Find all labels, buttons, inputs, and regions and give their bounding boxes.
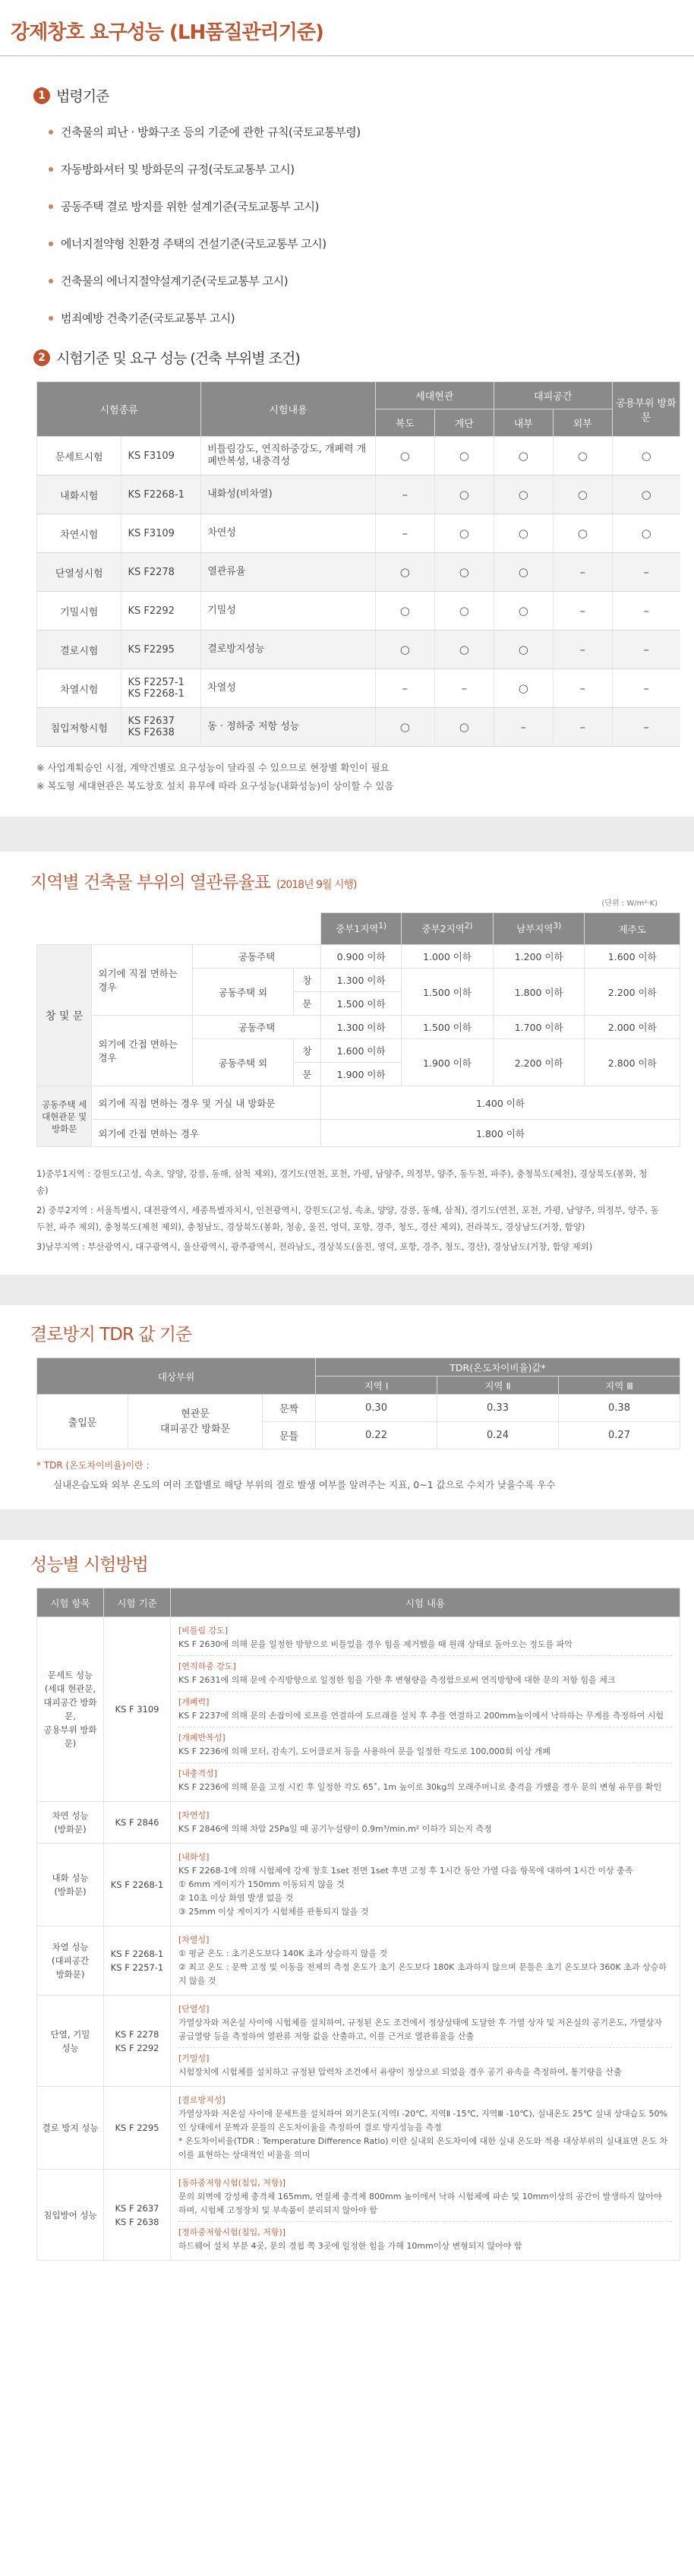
indirect-nonapt-label: 공동주택 외 bbox=[193, 1039, 294, 1086]
note: 3)남부지역 : 부산광역시, 대구광역시, 울산광역시, 광주광역시, 전라남도, 경상북도(울진, 영덕, 포항, 경주, 청도, 경산), 경상남도(거창, 함양 제외) bbox=[36, 1241, 593, 1252]
table-cell: 침입저항시험 bbox=[37, 708, 121, 747]
header-stair: 계단 bbox=[434, 409, 494, 437]
table-row bbox=[37, 553, 680, 592]
table-cell: 단열성시험 bbox=[37, 553, 121, 592]
method-tag: [개폐력] bbox=[178, 1697, 210, 1707]
table-cell: ○ bbox=[494, 476, 553, 514]
tdr-note: 실내온습도와 외부 온도의 여러 조합별로 해당 부위의 결로 발생 여부를 알려주는 지표, 0~1 값으로 수치가 낮을수록 우수 bbox=[53, 1479, 556, 1490]
header-tdr: TDR(온도차이비율)값* bbox=[316, 1358, 680, 1377]
table-row bbox=[37, 2087, 680, 2170]
law-list bbox=[49, 124, 694, 326]
table-cell: ○ bbox=[434, 592, 494, 631]
method-tag: [결로방지성] bbox=[178, 2095, 226, 2105]
table-cell: 열관류율 bbox=[201, 553, 376, 592]
cell: 0.900 이하 bbox=[321, 945, 402, 969]
header-inside: 내부 bbox=[494, 409, 553, 437]
thermal-heading bbox=[30, 868, 694, 893]
g2-indirect-label: 외기에 간접 면하는 경우 bbox=[92, 1120, 321, 1147]
section-number-badge: 2 bbox=[33, 349, 50, 366]
page-title: 강제창호 요구성능 (LH품질관리기준) bbox=[11, 21, 323, 44]
bullet-icon bbox=[49, 130, 53, 134]
cell: 1.300 이하 bbox=[321, 969, 402, 992]
table-cell: – bbox=[375, 669, 434, 708]
method-block bbox=[178, 1656, 672, 1692]
door-label: 문 bbox=[293, 992, 320, 1016]
cell: 0.38 bbox=[559, 1395, 680, 1422]
cell: 1.500 이하 bbox=[321, 992, 402, 1016]
header-outside: 외부 bbox=[553, 409, 612, 437]
method-content bbox=[171, 1617, 680, 1802]
group-unit-fire-door: 공동주택 세대현관문 및 방화문 bbox=[37, 1086, 92, 1147]
method-block bbox=[178, 2173, 672, 2222]
table-cell: 내화성(비차열) bbox=[201, 476, 376, 514]
header-test-content: 시험내용 bbox=[201, 382, 376, 437]
cell: 1.800 이하 bbox=[321, 1120, 680, 1147]
table-cell: – bbox=[494, 708, 553, 747]
method-block bbox=[178, 1805, 672, 1840]
list-item: 자동방화셔터 및 방화문의 규정(국토교통부 고시) bbox=[49, 161, 694, 177]
table-cell: 문세트시험 bbox=[37, 437, 121, 476]
tdr-note-title: * TDR (온도차이비율)이란 : bbox=[36, 1460, 150, 1471]
list-item: 공동주택 결로 방지를 위한 설계기준(국토교통부 고시) bbox=[49, 198, 694, 214]
bullet-icon bbox=[49, 242, 53, 246]
table-cell: KS F2278 bbox=[121, 553, 201, 592]
table-cell: KS F2637 KS F2638 bbox=[121, 708, 201, 747]
method-content bbox=[171, 1844, 680, 1926]
method-item: 문세트 성능 (세대 현관문, 대피공간 방화문, 공용부위 방화문) bbox=[37, 1617, 104, 1802]
cell: 1.500 이하 bbox=[402, 969, 494, 1016]
section-2-heading bbox=[33, 347, 694, 368]
table-cell: KS F2295 bbox=[121, 631, 201, 669]
method-text: KS F 2631에 의해 문에 수직방향으로 일정한 힘을 가한 후 변형량을 측정함으로써 연직방향에 대한 문의 저항 힘을 체크 bbox=[178, 1675, 616, 1685]
section-divider bbox=[0, 1509, 694, 1540]
indirect-apt-label: 공동주택 bbox=[193, 1016, 321, 1039]
method-block bbox=[178, 1763, 672, 1798]
method-block bbox=[178, 1727, 672, 1763]
table-cell: 내화시험 bbox=[37, 476, 121, 514]
table-cell: ○ bbox=[375, 553, 434, 592]
cell: 1.600 이하 bbox=[321, 1039, 402, 1063]
thermal-subtitle: (2018년 9월 시행) bbox=[276, 879, 357, 891]
table-cell: – bbox=[553, 669, 612, 708]
window-label: 창 bbox=[293, 969, 320, 992]
cell: 1.800 이하 bbox=[493, 969, 585, 1016]
header-unit-door: 세대현관 bbox=[375, 382, 494, 409]
method-standard: KS F 3109 bbox=[104, 1617, 171, 1802]
note: ※ 사업계획승인 시점, 계약건별로 요구성능이 달라질 수 있으므로 현장별 확인이 필요 bbox=[36, 762, 390, 773]
table-cell: ○ bbox=[494, 669, 553, 708]
table-cell: ○ bbox=[434, 708, 494, 747]
cell: 0.30 bbox=[316, 1395, 437, 1422]
row-label-entry-door: 출입문 bbox=[37, 1395, 128, 1449]
cell: 1.500 이하 bbox=[402, 1016, 494, 1039]
direct-apt-label: 공동주택 bbox=[193, 945, 321, 969]
table-cell: – bbox=[375, 514, 434, 553]
section-1-heading bbox=[33, 85, 694, 106]
window-label: 창 bbox=[293, 1039, 320, 1063]
table-cell: – bbox=[612, 553, 680, 592]
method-block bbox=[178, 2222, 672, 2257]
cell: 0.24 bbox=[437, 1422, 559, 1449]
method-block bbox=[178, 1999, 672, 2048]
method-tag: [단열성] bbox=[178, 2004, 210, 2014]
table-cell: ○ bbox=[434, 514, 494, 553]
method-text: 문의 외벽에 강성체 충격체 165mm, 연질체 충격체 800mm 높이에서 낙하 시험체에 파손 및 10mm이상의 공간이 발생하지 않아야 하며, 시험체 고정장치 및 부속품이 분리되지 않아야 함 bbox=[178, 2192, 662, 2215]
group-window-door: 창 및 문 bbox=[37, 945, 92, 1086]
method-text: KS F 2268-1에 의해 시험체에 강재 창호 1set 전면 1set 후면 고정 후 1시간 동안 가열 다음 항목에 대하여 1시간 이상 충족 ① 6mm 게이지가 150mm 이동되지 않을 것 ② 10초 이상 화염 발생 없을 것 ③ 25mm 이상 게이지가 시험체를 관통되지 않을 것 bbox=[178, 1866, 633, 1917]
table-cell: KS F3109 bbox=[121, 514, 201, 553]
method-item: 단열, 기밀 성능 bbox=[37, 1996, 104, 2087]
cell: 1.400 이하 bbox=[321, 1086, 680, 1120]
method-text: 가열상자와 저온실 사이에 문세트를 설치하여 외기온도(지역Ⅰ -20℃, 지역Ⅱ -15℃, 지역Ⅲ -10℃), 실내온도 25℃ 실내 상대습도 50%인 상태에서 문짝과 문틀의 온도차이율을 측정하여 결로 방지성능을 측정 * 온도차이비율(TDR : Temperature Difference Ratio) 이란 실내외 온도차이에 대한 실내 온도와 적용 대상부위의 실내표면 온도 차이를 표현하는 상대적인 비율을 의미 bbox=[178, 2109, 668, 2160]
thermal-title: 지역별 건축물 부위의 열관류율표 bbox=[30, 873, 270, 893]
table-row bbox=[37, 708, 680, 747]
header-corridor: 복도 bbox=[375, 409, 434, 437]
table-row bbox=[37, 1996, 680, 2087]
cell: 1.000 이하 bbox=[402, 945, 494, 969]
cell: 0.27 bbox=[559, 1422, 680, 1449]
table-cell: ○ bbox=[494, 553, 553, 592]
method-tag: [개폐반복성] bbox=[178, 1733, 226, 1743]
table-cell: ○ bbox=[494, 437, 553, 476]
method-content bbox=[171, 1926, 680, 1996]
header-region-3: 남부지역$^{3)}$ bbox=[493, 913, 585, 945]
table-cell: ○ bbox=[494, 514, 553, 553]
method-item: 차열 성능 (대피공간 방화문) bbox=[37, 1926, 104, 1996]
title-divider bbox=[0, 55, 694, 56]
table-cell: ○ bbox=[375, 631, 434, 669]
indirect-label: 외기에 간접 면하는 경우 bbox=[92, 1016, 193, 1086]
table-cell: 결로시험 bbox=[37, 631, 121, 669]
tdr-heading: 결로방지 TDR 값 기준 bbox=[30, 1325, 192, 1345]
section-1-label: 법령기준 bbox=[56, 88, 109, 105]
method-text: KS F 2236에 의해 모터, 감속기, 도어클로저 등을 사용하여 문을 일정한 각도로 100,000회 이상 개폐 bbox=[178, 1746, 550, 1756]
header-blank bbox=[37, 913, 321, 945]
table-row bbox=[37, 1617, 680, 1802]
method-text: 하드웨어 설치 부분 4곳, 문의 경첩 쪽 3곳에 일정한 힘을 가해 10mm이상 변형되지 않아야 함 bbox=[178, 2241, 522, 2251]
cell: 0.33 bbox=[437, 1395, 559, 1422]
method-text: 가열상자와 저온실 사이에 시험체를 설치하여, 규정된 온도 조건에서 정상상태에 도달한 후 가열 상자 및 저온실의 공기온도, 가열상자 공급열량 등을 측정하여 열관류 저항 값을 산출하고, 이를 근거로 열관류율을 산출 bbox=[178, 2018, 662, 2041]
bullet-icon bbox=[49, 204, 53, 209]
table-cell: 차열시험 bbox=[37, 669, 121, 708]
table-cell: 차열성 bbox=[201, 669, 376, 708]
table-cell: ○ bbox=[375, 437, 434, 476]
header-region-4: 제주도 bbox=[585, 913, 680, 945]
cell: 1.600 이하 bbox=[585, 945, 680, 969]
method-text: KS F 2630에 의해 문을 일정한 방향으로 비틀었을 경우 힘을 제거했을 때 원래 상태로 돌아오는 정도를 파악 bbox=[178, 1639, 573, 1649]
note: 1)중부1지역 : 강원도(고성, 속초, 양양, 강릉, 동해, 삼척 제외), 경기도(연천, 포천, 가평, 남양주, 의정부, 양주, 동두천, 파주), 충청북도(제천), 경상북도(봉화, 청송) bbox=[36, 1168, 648, 1196]
method-tag: [정하중저항시험(침입, 저항)] bbox=[178, 2227, 286, 2237]
section-divider bbox=[0, 817, 694, 852]
table-cell: KS F2257-1 KS F2268-1 bbox=[121, 669, 201, 708]
test-requirements-table bbox=[36, 381, 680, 747]
methods-table bbox=[36, 1588, 680, 2261]
direct-nonapt-label: 공동주택 외 bbox=[193, 969, 294, 1016]
method-tag: [기밀성] bbox=[178, 2053, 210, 2063]
table-cell: 동 · 정하중 저항 성능 bbox=[201, 708, 376, 747]
cell: 0.22 bbox=[316, 1422, 437, 1449]
section-2-notes bbox=[36, 759, 694, 795]
method-block bbox=[178, 2090, 672, 2166]
table-cell: – bbox=[612, 669, 680, 708]
bullet-icon bbox=[49, 316, 53, 321]
method-block bbox=[178, 1847, 672, 1923]
table-cell: – bbox=[553, 631, 612, 669]
header-region-2: 중부2지역$^{2)}$ bbox=[402, 913, 494, 945]
table-row bbox=[37, 514, 680, 553]
method-text: KS F 2236에 의해 문을 고정 시킨 후 일정한 각도 65˚, 1m 높이로 30kg의 모래주머니로 충격을 가했을 경우 문의 변형 유무를 확인 bbox=[178, 1782, 662, 1792]
header-content: 시험 내용 bbox=[171, 1588, 680, 1617]
method-tag: [차열성] bbox=[178, 1935, 210, 1945]
note: 2) 중부2지역 : 서울특별시, 대전광역시, 세종특별자치시, 인천광역시, 강원도(고성, 속초, 양양, 강릉, 동해, 삼척), 경기도(연천, 포천, 가평, 남양주, 의정부, 양주, 동두천, 파주 제외), 충청북도(제천 제외), 충청남도, 경상북도(봉화, 청송, 울진, 영덕, 포항, 경주, 청도, 경산 제외), 전라북도, 경상남도(거창, 함양) bbox=[36, 1205, 659, 1232]
method-tag: [내충격성] bbox=[178, 1768, 218, 1778]
table-cell: ○ bbox=[375, 708, 434, 747]
list-item: 건축물의 에너지절약설계기준(국토교통부 고시) bbox=[49, 273, 694, 289]
method-block bbox=[178, 1692, 672, 1727]
method-standard: KS F 2295 bbox=[104, 2087, 171, 2170]
method-item: 침입방어 성능 bbox=[37, 2170, 104, 2261]
method-text: ① 평균 온도 : 초기온도보다 140K 초과 상승하지 않을 것 ② 최고 온도 : 문짝 고정 및 이동을 전제의 측정 온도가 초기 온도보다 180K 초과하지 않으며 문틀은 초기 온도보다 360K 초과 상승하지 않을 것 bbox=[178, 1949, 667, 1986]
table-row bbox=[37, 1926, 680, 1996]
direct-label: 외기에 직접 면하는 경우 bbox=[92, 945, 193, 1016]
thermal-unit: (단위 : W/m²·K) bbox=[601, 899, 658, 908]
table-cell: ○ bbox=[494, 631, 553, 669]
table-cell: ○ bbox=[612, 514, 680, 553]
method-text: 시험장치에 시험체를 설치하고 규정된 압력차 조건에서 유량이 정상으로 되었을 경우 공기 유속을 측정하여, 통기량을 산출 bbox=[178, 2067, 622, 2077]
cell: 1.900 이하 bbox=[321, 1063, 402, 1086]
table-cell: ○ bbox=[434, 476, 494, 514]
table-cell: 비틀림강도, 연직하중강도, 개폐력 개폐반복성, 내충격성 bbox=[201, 437, 376, 476]
header-zone-1: 지역 Ⅰ bbox=[316, 1377, 437, 1395]
method-text: KS F 2846에 의해 차압 25Pa일 때 공기누설량이 0.9m³/min.m² 이하가 되는지 측정 bbox=[178, 1824, 492, 1834]
table-cell: KS F2292 bbox=[121, 592, 201, 631]
method-tag: [차연성] bbox=[178, 1810, 210, 1820]
table-cell: – bbox=[612, 708, 680, 747]
method-text: KS F 2237에 의해 문의 손잡이에 로프를 연결하여 도르래를 설치 후 추를 연결하고 200mm높이에서 낙하하는 무게를 측정하여 시험 bbox=[178, 1711, 664, 1721]
bullet-icon bbox=[49, 279, 53, 283]
method-standard: KS F 2268-1 bbox=[104, 1844, 171, 1926]
table-row bbox=[37, 1802, 680, 1844]
header-test-type: 시험종류 bbox=[37, 382, 201, 437]
table-cell: 차연성 bbox=[201, 514, 376, 553]
list-item: 건축물의 피난 · 방화구조 등의 기준에 관한 규칙(국토교통부령) bbox=[49, 124, 694, 140]
list-item: 에너지절약형 친환경 주택의 건설기준(국토교통부 고시) bbox=[49, 235, 694, 251]
methods-body bbox=[37, 1617, 680, 2261]
header-shared-door: 공용부위 방화문 bbox=[612, 382, 680, 437]
table-cell: ○ bbox=[494, 592, 553, 631]
table-cell: 결로방지성능 bbox=[201, 631, 376, 669]
table-cell: ○ bbox=[553, 476, 612, 514]
table-cell: ○ bbox=[553, 514, 612, 553]
cell: 1.900 이하 bbox=[402, 1039, 494, 1086]
bullet-icon bbox=[49, 167, 53, 172]
cell: 2.800 이하 bbox=[585, 1039, 680, 1086]
part-label: 문짝 bbox=[263, 1395, 316, 1422]
method-block bbox=[178, 1620, 672, 1656]
header-refuge: 대피공간 bbox=[494, 382, 612, 409]
table-row bbox=[37, 437, 680, 476]
list-item: 범죄예방 건축기준(국토교통부 고시) bbox=[49, 310, 694, 326]
method-standard: KS F 2278 KS F 2292 bbox=[104, 1996, 171, 2087]
door-label: 문 bbox=[293, 1063, 320, 1086]
table-row bbox=[37, 2170, 680, 2261]
tdr-table bbox=[36, 1358, 680, 1449]
methods-heading: 성능별 시험방법 bbox=[30, 1555, 148, 1575]
table-cell: KS F2268-1 bbox=[121, 476, 201, 514]
method-block bbox=[178, 1930, 672, 1992]
part-label: 문틀 bbox=[263, 1422, 316, 1449]
method-content bbox=[171, 1802, 680, 1844]
header-standard: 시험 기준 bbox=[104, 1588, 171, 1617]
table-cell: 기밀시험 bbox=[37, 592, 121, 631]
test-requirements-body bbox=[37, 437, 680, 747]
method-standard: KS F 2637 KS F 2638 bbox=[104, 2170, 171, 2261]
table-row bbox=[37, 669, 680, 708]
note: ※ 복도형 세대현관은 복도창호 설치 유무에 따라 요구성능(내화성능)이 상이할 수 있음 bbox=[36, 780, 394, 792]
cell: 2.200 이하 bbox=[493, 1039, 585, 1086]
table-cell: ○ bbox=[375, 592, 434, 631]
table-cell: ○ bbox=[553, 437, 612, 476]
table-cell: – bbox=[553, 708, 612, 747]
method-content bbox=[171, 2087, 680, 2170]
method-standard: KS F 2846 bbox=[104, 1802, 171, 1844]
table-cell: ○ bbox=[434, 553, 494, 592]
section-number-badge: 1 bbox=[33, 87, 50, 104]
method-content bbox=[171, 1996, 680, 2087]
method-item: 차연 성능 (방화문) bbox=[37, 1802, 104, 1844]
section-2-label: 시험기준 및 요구 성능 (건축 부위별 조건) bbox=[56, 350, 300, 367]
g2-direct-label: 외기에 직접 면하는 경우 및 거실 내 방화문 bbox=[92, 1086, 321, 1120]
cell: 1.700 이하 bbox=[493, 1016, 585, 1039]
table-cell: – bbox=[612, 592, 680, 631]
table-cell: – bbox=[434, 669, 494, 708]
table-cell: – bbox=[553, 553, 612, 592]
table-cell: – bbox=[553, 592, 612, 631]
row-sub-label: 현관문 대피공간 방화문 bbox=[128, 1395, 263, 1449]
table-cell: – bbox=[375, 476, 434, 514]
header-target: 대상부위 bbox=[37, 1358, 316, 1395]
cell: 1.200 이하 bbox=[493, 945, 585, 969]
method-item: 결로 방지 성능 bbox=[37, 2087, 104, 2170]
cell: 1.300 이하 bbox=[321, 1016, 402, 1039]
method-item: 내화 성능 (방화문) bbox=[37, 1844, 104, 1926]
method-block bbox=[178, 2048, 672, 2083]
method-standard: KS F 2268-1 KS F 2257-1 bbox=[104, 1926, 171, 1996]
header-region-1: 중부1지역$^{1)}$ bbox=[321, 913, 402, 945]
method-tag: [연직하중 강도] bbox=[178, 1661, 236, 1671]
table-row bbox=[37, 631, 680, 669]
method-tag: [비틀림 강도] bbox=[178, 1626, 229, 1636]
table-row bbox=[37, 476, 680, 514]
table-cell: ○ bbox=[612, 437, 680, 476]
table-cell: 차연시험 bbox=[37, 514, 121, 553]
table-cell: ○ bbox=[434, 437, 494, 476]
table-cell: – bbox=[612, 631, 680, 669]
cell: 2.200 이하 bbox=[585, 969, 680, 1016]
table-cell: 기밀성 bbox=[201, 592, 376, 631]
method-content bbox=[171, 2170, 680, 2261]
header-zone-2: 지역 Ⅱ bbox=[437, 1377, 559, 1395]
method-tag: [내화성] bbox=[178, 1852, 210, 1862]
table-cell: ○ bbox=[612, 476, 680, 514]
header-zone-3: 지역 Ⅲ bbox=[559, 1377, 680, 1395]
method-tag: [동하중저항시험(침입, 저항)] bbox=[178, 2178, 286, 2188]
header-item: 시험 항목 bbox=[37, 1588, 104, 1617]
cell: 2.000 이하 bbox=[585, 1016, 680, 1039]
table-row bbox=[37, 1844, 680, 1926]
region-notes bbox=[36, 1165, 659, 1255]
table-row bbox=[37, 592, 680, 631]
thermal-table bbox=[36, 912, 680, 1147]
section-divider bbox=[0, 1275, 694, 1305]
table-cell: ○ bbox=[434, 631, 494, 669]
table-cell: KS F3109 bbox=[121, 437, 201, 476]
